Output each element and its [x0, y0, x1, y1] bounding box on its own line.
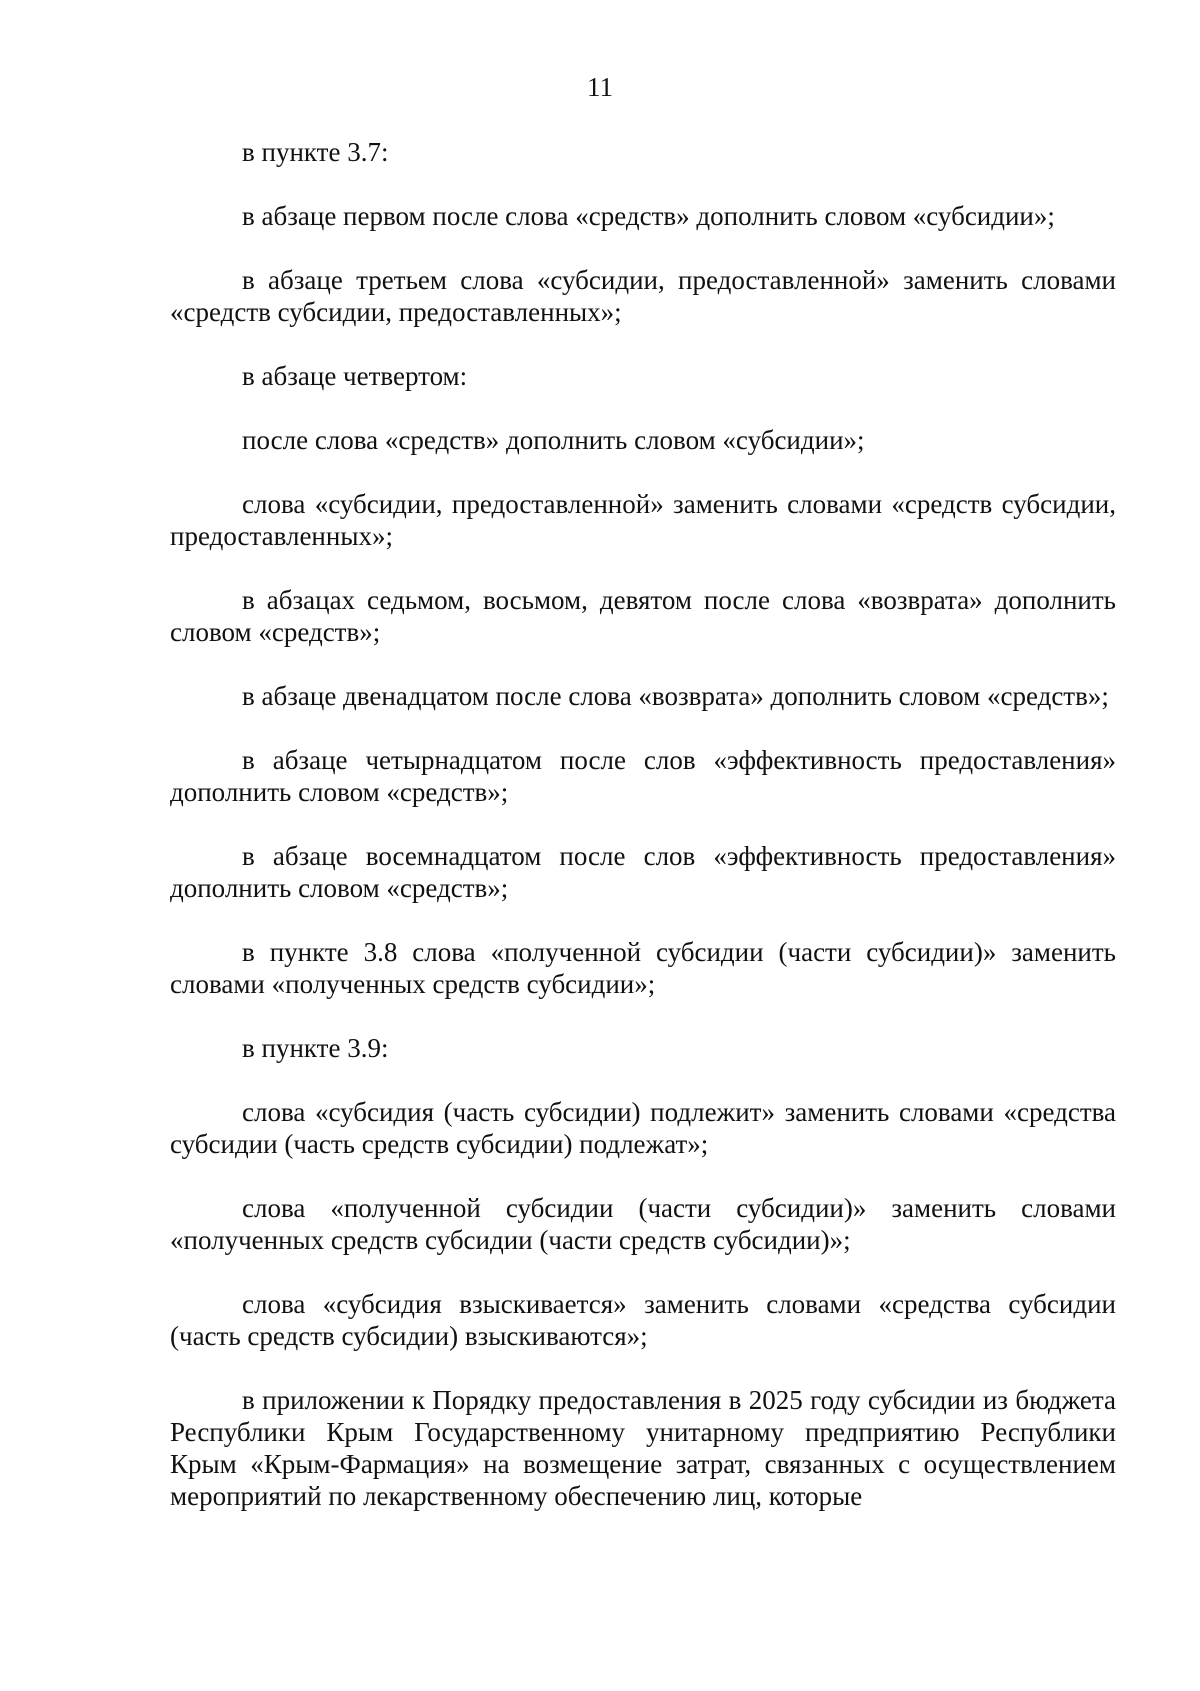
paragraph: слова «субсидия (часть субсидии) подлежит» заменить словами «средства субсидии (часть средств субсидии) подлежат»; — [170, 1097, 1116, 1159]
paragraph: в абзаце четырнадцатом после слов «эффективность предоставления» дополнить словом «средств»; — [170, 745, 1116, 807]
paragraph: в приложении к Порядку предоставления в 2025 году субсидии из бюджета Республики Крым Государственному унитарному предприятию Республики Крым «Крым-Фармация» на возмещение затрат, связанных с осуществлением мероприятий по лекарственному обеспечению лиц, которые — [170, 1385, 1116, 1511]
paragraph: в пункте 3.9: — [242, 1033, 389, 1063]
paragraph: в абзаце восемнадцатом после слов «эффективность предоставления» дополнить словом «средств»; — [170, 841, 1116, 903]
document-body — [170, 136, 1116, 1512]
page-number: 11 — [587, 72, 613, 102]
paragraph: в пункте 3.7: — [242, 137, 389, 167]
paragraph: в абзаце двенадцатом после слова «возврата» дополнить словом «средств»; — [242, 681, 1109, 711]
paragraph: в абзаце первом после слова «средств» дополнить словом «субсидии»; — [242, 201, 1055, 231]
paragraph: после слова «средств» дополнить словом «субсидии»; — [242, 425, 865, 455]
paragraph: слова «субсидия взыскивается» заменить словами «средства субсидии (часть средств субсидии) взыскиваются»; — [170, 1289, 1116, 1351]
paragraph: в абзацах седьмом, восьмом, девятом после слова «возврата» дополнить словом «средств»; — [170, 585, 1116, 647]
paragraph: в пункте 3.8 слова «полученной субсидии (части субсидии)» заменить словами «полученных средств субсидии»; — [170, 937, 1116, 999]
paragraph: в абзаце четвертом: — [242, 361, 468, 391]
paragraph: слова «полученной субсидии (части субсидии)» заменить словами «полученных средств субсидии (части средств субсидии)»; — [170, 1193, 1116, 1255]
paragraph: в абзаце третьем слова «субсидии, предоставленной» заменить словами «средств субсидии, предоставленных»; — [170, 265, 1116, 327]
paragraph: слова «субсидии, предоставленной» заменить словами «средств субсидии, предоставленных»; — [170, 489, 1116, 551]
